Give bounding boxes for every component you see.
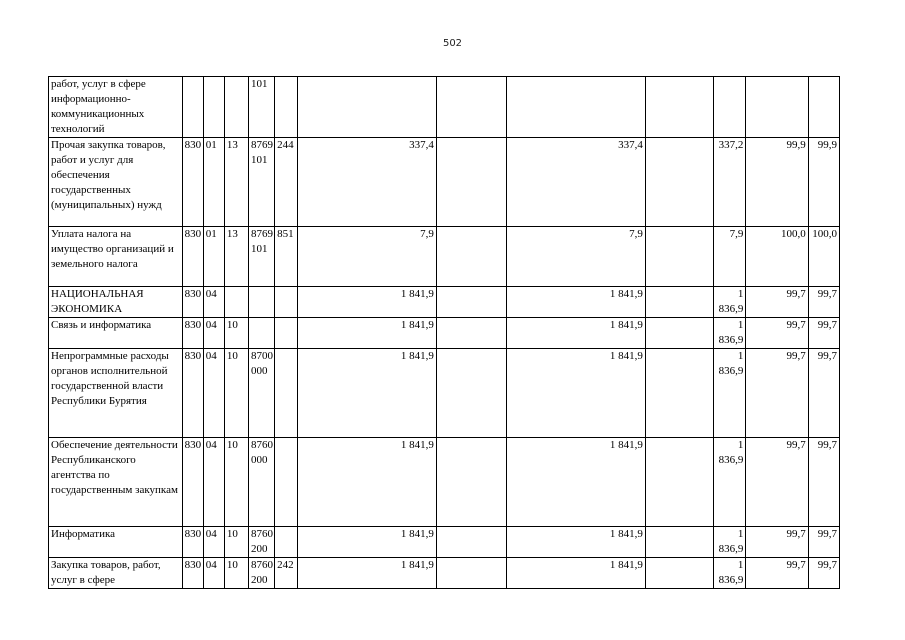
amount-2-cell: 337,4 <box>507 138 646 227</box>
percent-2-cell: 99,9 <box>808 138 839 227</box>
empty-cell <box>436 349 506 438</box>
empty-cell <box>436 318 506 349</box>
amount-1-cell: 7,9 <box>298 227 437 287</box>
row-name-cell: Уплата налога на имущество организаций и земельного налога <box>49 227 183 287</box>
percent-2-cell: 100,0 <box>808 227 839 287</box>
section-code-cell: 01 <box>203 227 224 287</box>
amount-3-cell: 1 836,9 <box>714 349 746 438</box>
ved-code-cell: 830 <box>182 318 203 349</box>
amount-1-cell: 1 841,9 <box>298 318 437 349</box>
table-row <box>49 438 840 527</box>
table-row <box>49 349 840 438</box>
empty-cell <box>436 438 506 527</box>
expense-type-cell <box>275 349 298 438</box>
percent-1-cell: 99,7 <box>746 349 808 438</box>
row-name-cell: Непрограммные расходы органов исполнительной государственной власти Республики Бурятия <box>49 349 183 438</box>
row-name-cell: Закупка товаров, работ, услуг в сфере <box>49 558 183 589</box>
amount-3-cell: 1 836,9 <box>714 558 746 589</box>
row-name-cell: Информатика <box>49 527 183 558</box>
target-article-cell: 8760 200 <box>248 558 274 589</box>
amount-1-cell: 1 841,9 <box>298 558 437 589</box>
subsection-code-cell: 10 <box>224 558 248 589</box>
ved-code-cell: 830 <box>182 138 203 227</box>
amount-1-cell: 1 841,9 <box>298 527 437 558</box>
ved-code-cell: 830 <box>182 227 203 287</box>
ved-code-cell: 830 <box>182 558 203 589</box>
amount-1-cell: 1 841,9 <box>298 438 437 527</box>
row-name-cell: Обеспечение деятельности Республиканского агентства по государственным закупкам <box>49 438 183 527</box>
target-article-cell: 8769 101 <box>248 138 274 227</box>
table-row <box>49 227 840 287</box>
expense-type-cell <box>275 527 298 558</box>
percent-1-cell: 99,7 <box>746 318 808 349</box>
empty-cell <box>436 527 506 558</box>
section-code-cell: 04 <box>203 438 224 527</box>
ved-code-cell <box>182 77 203 138</box>
empty-cell <box>645 227 713 287</box>
empty-cell <box>645 438 713 527</box>
percent-2-cell: 99,7 <box>808 558 839 589</box>
table-row <box>49 318 840 349</box>
empty-cell <box>645 138 713 227</box>
empty-cell <box>645 318 713 349</box>
budget-table <box>48 76 840 589</box>
subsection-code-cell: 10 <box>224 349 248 438</box>
percent-1-cell: 99,9 <box>746 138 808 227</box>
empty-cell <box>436 227 506 287</box>
ved-code-cell: 830 <box>182 438 203 527</box>
percent-1-cell: 99,7 <box>746 287 808 318</box>
row-name-cell: НАЦИОНАЛЬНАЯ ЭКОНОМИКА <box>49 287 183 318</box>
section-code-cell: 04 <box>203 318 224 349</box>
subsection-code-cell: 13 <box>224 227 248 287</box>
row-name-cell: Прочая закупка товаров, работ и услуг для обеспечения государственных (муниципальных) нужд <box>49 138 183 227</box>
subsection-code-cell <box>224 287 248 318</box>
percent-2-cell: 99,7 <box>808 527 839 558</box>
percent-2-cell: 99,7 <box>808 318 839 349</box>
empty-cell <box>645 558 713 589</box>
percent-2-cell: 99,7 <box>808 349 839 438</box>
amount-2-cell: 1 841,9 <box>507 287 646 318</box>
amount-2-cell <box>507 77 646 138</box>
row-name-cell: Связь и информатика <box>49 318 183 349</box>
amount-2-cell: 1 841,9 <box>507 349 646 438</box>
target-article-cell: 8769 101 <box>248 227 274 287</box>
percent-2-cell: 99,7 <box>808 287 839 318</box>
table-body <box>49 77 840 589</box>
amount-2-cell: 7,9 <box>507 227 646 287</box>
section-code-cell: 01 <box>203 138 224 227</box>
amount-3-cell: 1 836,9 <box>714 438 746 527</box>
section-code-cell: 04 <box>203 527 224 558</box>
empty-cell <box>645 77 713 138</box>
empty-cell <box>645 287 713 318</box>
amount-1-cell: 1 841,9 <box>298 349 437 438</box>
amount-3-cell: 7,9 <box>714 227 746 287</box>
empty-cell <box>645 349 713 438</box>
amount-3-cell: 1 836,9 <box>714 318 746 349</box>
expense-type-cell <box>275 287 298 318</box>
target-article-cell: 101 <box>248 77 274 138</box>
percent-2-cell: 99,7 <box>808 438 839 527</box>
section-code-cell <box>203 77 224 138</box>
table-row <box>49 287 840 318</box>
subsection-code-cell: 10 <box>224 318 248 349</box>
target-article-cell <box>248 287 274 318</box>
empty-cell <box>645 527 713 558</box>
target-article-cell: 8700 000 <box>248 349 274 438</box>
ved-code-cell: 830 <box>182 287 203 318</box>
table-row <box>49 527 840 558</box>
amount-2-cell: 1 841,9 <box>507 318 646 349</box>
empty-cell <box>436 558 506 589</box>
section-code-cell: 04 <box>203 558 224 589</box>
percent-2-cell <box>808 77 839 138</box>
table-row <box>49 558 840 589</box>
subsection-code-cell: 10 <box>224 527 248 558</box>
table-row <box>49 77 840 138</box>
amount-2-cell: 1 841,9 <box>507 558 646 589</box>
subsection-code-cell <box>224 77 248 138</box>
expense-type-cell <box>275 318 298 349</box>
page-number: 502 <box>442 38 463 49</box>
empty-cell <box>436 77 506 138</box>
subsection-code-cell: 13 <box>224 138 248 227</box>
row-name-cell: работ, услуг в сфере информационно-коммуникационных технологий <box>49 77 183 138</box>
percent-1-cell: 99,7 <box>746 527 808 558</box>
amount-1-cell: 337,4 <box>298 138 437 227</box>
percent-1-cell: 99,7 <box>746 558 808 589</box>
expense-type-cell <box>275 438 298 527</box>
amount-3-cell: 1 836,9 <box>714 527 746 558</box>
subsection-code-cell: 10 <box>224 438 248 527</box>
ved-code-cell: 830 <box>182 527 203 558</box>
percent-1-cell: 100,0 <box>746 227 808 287</box>
expense-type-cell <box>275 77 298 138</box>
amount-3-cell: 1 836,9 <box>714 287 746 318</box>
percent-1-cell: 99,7 <box>746 438 808 527</box>
section-code-cell: 04 <box>203 287 224 318</box>
amount-3-cell: 337,2 <box>714 138 746 227</box>
expense-type-cell: 244 <box>275 138 298 227</box>
section-code-cell: 04 <box>203 349 224 438</box>
target-article-cell <box>248 318 274 349</box>
expense-type-cell: 851 <box>275 227 298 287</box>
ved-code-cell: 830 <box>182 349 203 438</box>
amount-2-cell: 1 841,9 <box>507 438 646 527</box>
amount-2-cell: 1 841,9 <box>507 527 646 558</box>
percent-1-cell <box>746 77 808 138</box>
empty-cell <box>436 138 506 227</box>
amount-1-cell <box>298 77 437 138</box>
target-article-cell: 8760 000 <box>248 438 274 527</box>
amount-1-cell: 1 841,9 <box>298 287 437 318</box>
expense-type-cell: 242 <box>275 558 298 589</box>
amount-3-cell <box>714 77 746 138</box>
table-row <box>49 138 840 227</box>
empty-cell <box>436 287 506 318</box>
target-article-cell: 8760 200 <box>248 527 274 558</box>
